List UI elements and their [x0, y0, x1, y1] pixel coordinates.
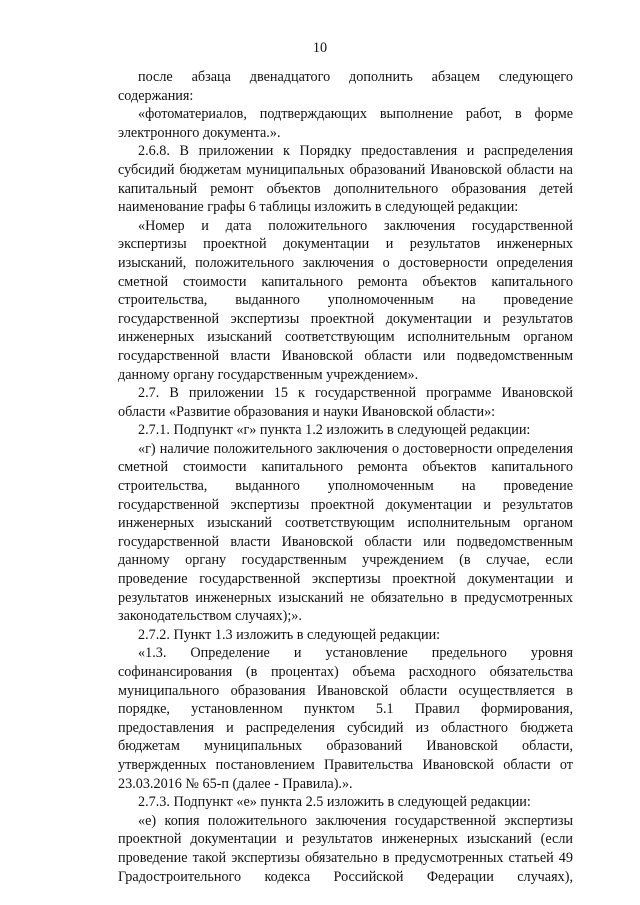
paragraph-2-7-2: 2.7.2. Пункт 1.3 изложить в следующей редакции: — [138, 626, 441, 643]
paragraph-column-6-title: «Номер и дата положительного заключения государственной экспертизы проектной документации и результатов инженерных изысканий, положительного заключения о достоверности определения сметной стоимости капитального ремонта объектов капитального строительства, выданного уполномоченным на проведение государственной экспертизы проектной документации и результатов инженерных изысканий соответствующим исполнительным органом государственной власти Ивановской области или подведомственным данному органу государственным учреждением». — [118, 217, 573, 383]
paragraph-subpoint-e: «е) копия положительного заключения государственной экспертизы проектной документации и результатов инженерных изысканий (если проведение такой экспертизы обязательно в предусмотренных статьей 49 Градостроительного кодекса Российской Федерации случаях), — [118, 812, 573, 885]
paragraph-intro: после абзаца двенадцатого дополнить абзацем следующего содержания: — [118, 69, 573, 104]
paragraph-photo-materials: «фотоматериалов, подтверждающих выполнение работ, в форме электронного документа.». — [118, 106, 573, 141]
paragraph-point-1-3: «1.3. Определение и установление предельного уровня софинансирования (в процентах) объема расходного обязательства муниципального образования Ивановской области осуществляется в порядке, установленном пунктом 5.1 Правил формирования, предоставления и распределения субсидий из областного бюджета бюджетам муниципальных образований Ивановской области, утвержденных постановлением Правительства Ивановской области от 23.03.2016 № 65-п (далее - Правила).». — [118, 645, 573, 792]
paragraph-2-7-1: 2.7.1. Подпункт «г» пункта 1.2 изложить в следующей редакции: — [138, 422, 531, 439]
document-body — [118, 68, 573, 886]
paragraph-2-7-3: 2.7.3. Подпункт «е» пункта 2.5 изложить в следующей редакции: — [138, 794, 531, 811]
page-number: 10 — [312, 40, 328, 56]
paragraph-subpoint-g: «г) наличие положительного заключения о достоверности определения сметной стоимости капитального ремонта объектов капитального строительства, выданного уполномоченным на проведение государственной экспертизы проектной документации и результатов инженерных изысканий соответствующим исполнительным органом государственной власти Ивановской области или подведомственным данному органу государственным учреждением (в случае, если проведение государственной экспертизы проектной документации и результатов инженерных изысканий не обязательно в предусмотренных законодательством случаях);». — [118, 440, 573, 625]
paragraph-2-6-8: 2.6.8. В приложении к Порядку предоставления и распределения субсидий бюджетам муниципальных образований Ивановской области на капитальный ремонт объектов дополнительного образования детей наименование графы 6 таблицы изложить в следующей редакции: — [118, 143, 573, 216]
paragraph-2-7: 2.7. В приложении 15 к государственной программе Ивановской области «Развитие образования и науки Ивановской области»: — [118, 385, 573, 420]
